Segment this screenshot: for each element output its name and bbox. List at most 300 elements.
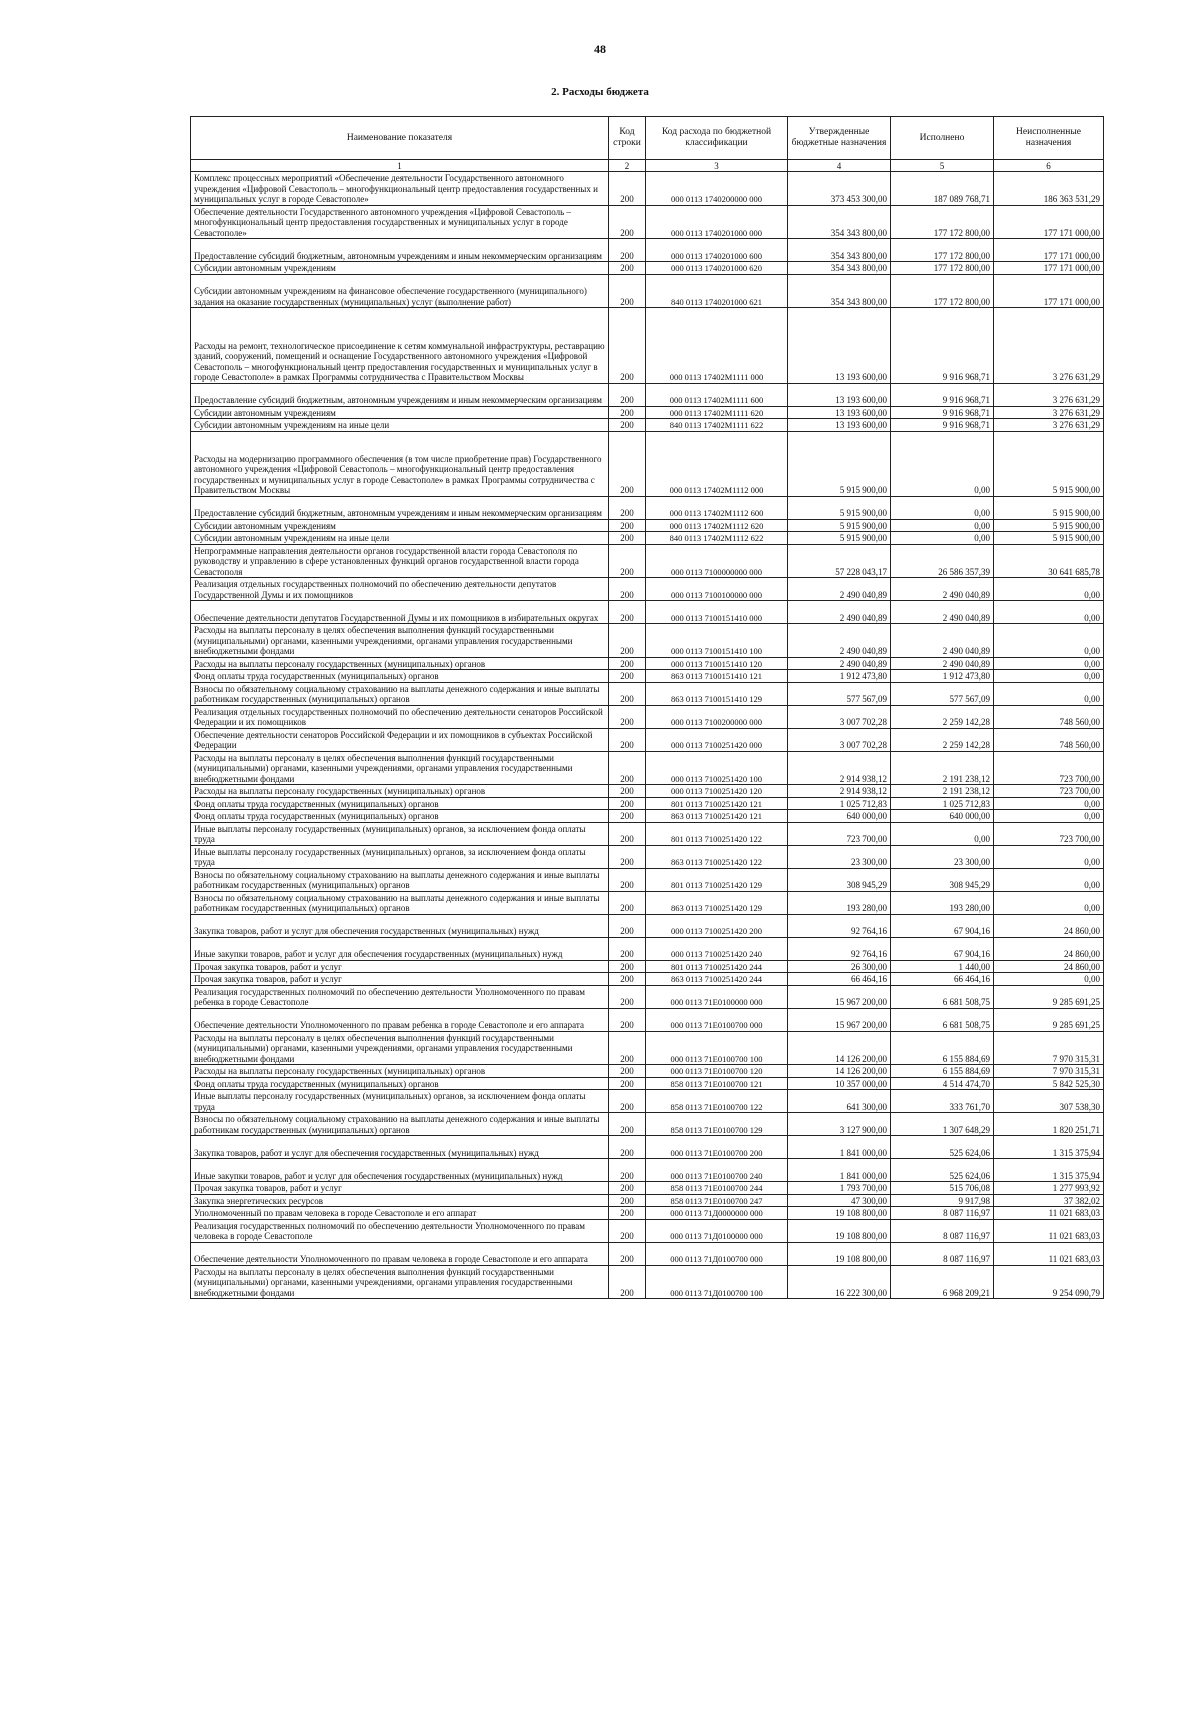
row-approved: 10 357 000,00 [788,1077,891,1090]
table-row [191,1090,1104,1113]
column-number: 3 [646,160,788,172]
row-expense-code: 000 0113 1740200000 000 [646,172,788,206]
row-line-code: 200 [609,751,646,785]
row-expense-code: 858 0113 71E0100700 129 [646,1113,788,1136]
row-expense-code: 863 0113 7100251420 122 [646,845,788,868]
row-approved: 15 967 200,00 [788,1008,891,1031]
row-approved: 193 280,00 [788,891,891,914]
table-row [191,601,1104,624]
row-executed: 2 259 142,28 [891,728,994,751]
row-line-code: 200 [609,624,646,658]
row-approved: 19 108 800,00 [788,1207,891,1220]
row-line-code: 200 [609,431,646,496]
table-row [191,532,1104,545]
row-expense-code: 000 0113 1740201000 620 [646,262,788,275]
row-executed: 177 172 800,00 [891,262,994,275]
row-line-code: 200 [609,1265,646,1299]
row-unexecuted: 307 538,30 [994,1090,1104,1113]
row-executed: 177 172 800,00 [891,205,994,239]
row-line-code: 200 [609,1090,646,1113]
row-executed: 0,00 [891,496,994,519]
row-expense-code: 863 0113 7100251420 244 [646,973,788,986]
table-row [191,751,1104,785]
row-expense-code: 000 0113 71Д0100000 000 [646,1219,788,1242]
row-unexecuted: 723 700,00 [994,751,1104,785]
row-approved: 1 793 700,00 [788,1182,891,1195]
row-unexecuted: 0,00 [994,670,1104,683]
row-unexecuted: 5 842 525,30 [994,1077,1104,1090]
row-name: Обеспечение деятельности депутатов Государственной Думы и их помощников в избирательных округах [191,601,609,624]
row-approved: 14 126 200,00 [788,1065,891,1078]
row-expense-code: 863 0113 7100151410 129 [646,682,788,705]
row-expense-code: 000 0113 7100100000 000 [646,578,788,601]
row-name: Реализация отдельных государственных полномочий по обеспечению деятельности сенаторов Российской Федерации и их помощников [191,705,609,728]
row-line-code: 200 [609,1207,646,1220]
table-row [191,822,1104,845]
row-expense-code: 000 0113 7100251420 200 [646,914,788,937]
row-approved: 2 490 040,89 [788,601,891,624]
table-row [191,1182,1104,1195]
row-executed: 2 259 142,28 [891,705,994,728]
row-expense-code: 000 0113 17402M1111 000 [646,308,788,384]
column-number-row [191,160,1104,172]
row-expense-code: 000 0113 17402M1111 620 [646,406,788,419]
table-row [191,1194,1104,1207]
table-row [191,810,1104,823]
row-line-code: 200 [609,519,646,532]
row-approved: 641 300,00 [788,1090,891,1113]
row-approved: 5 915 900,00 [788,431,891,496]
row-unexecuted: 723 700,00 [994,822,1104,845]
table-row [191,262,1104,275]
row-line-code: 200 [609,785,646,798]
row-executed: 66 464,16 [891,973,994,986]
row-approved: 354 343 800,00 [788,205,891,239]
row-name: Фонд оплаты труда государственных (муниципальных) органов [191,797,609,810]
table-row [191,274,1104,308]
row-approved: 13 193 600,00 [788,419,891,432]
row-unexecuted: 0,00 [994,657,1104,670]
row-unexecuted: 1 315 375,94 [994,1159,1104,1182]
table-row [191,1065,1104,1078]
table-row [191,172,1104,206]
row-approved: 13 193 600,00 [788,406,891,419]
row-name: Обеспечение деятельности Государственного автономного учреждения «Цифровой Севастополь – многофункциональный центр предоставления государственных и муниципальных услуг в городе Севастополе» [191,205,609,239]
row-expense-code: 858 0113 71E0100700 122 [646,1090,788,1113]
row-line-code: 200 [609,705,646,728]
row-line-code: 200 [609,868,646,891]
row-expense-code: 000 0113 17402M1112 600 [646,496,788,519]
table-row [191,845,1104,868]
row-approved: 3 007 702,28 [788,705,891,728]
row-line-code: 200 [609,891,646,914]
row-unexecuted: 177 171 000,00 [994,205,1104,239]
row-line-code: 200 [609,1031,646,1065]
row-unexecuted: 11 021 683,03 [994,1207,1104,1220]
row-unexecuted: 9 254 090,79 [994,1265,1104,1299]
row-line-code: 200 [609,1136,646,1159]
row-line-code: 200 [609,1242,646,1265]
row-unexecuted: 3 276 631,29 [994,383,1104,406]
row-executed: 6 155 884,69 [891,1065,994,1078]
row-approved: 354 343 800,00 [788,239,891,262]
row-name: Субсидии автономным учреждениям [191,519,609,532]
row-name: Предоставление субсидий бюджетным, автономным учреждениям и иным некоммерческим организациям [191,383,609,406]
row-name: Взносы по обязательному социальному страхованию на выплаты денежного содержания и иные выплаты работникам государственных (муниципальных) органов [191,891,609,914]
row-expense-code: 801 0113 7100251420 122 [646,822,788,845]
table-row [191,985,1104,1008]
row-expense-code: 000 0113 71Д0100700 000 [646,1242,788,1265]
row-executed: 577 567,09 [891,682,994,705]
row-line-code: 200 [609,682,646,705]
row-executed: 515 706,08 [891,1182,994,1195]
row-expense-code: 801 0113 7100251420 129 [646,868,788,891]
table-header-row [191,117,1104,160]
table-row [191,544,1104,578]
row-approved: 13 193 600,00 [788,383,891,406]
row-approved: 3 127 900,00 [788,1113,891,1136]
row-expense-code: 000 0113 7100251420 120 [646,785,788,798]
row-line-code: 200 [609,601,646,624]
row-expense-code: 000 0113 7100151410 120 [646,657,788,670]
table-row [191,1219,1104,1242]
row-line-code: 200 [609,728,646,751]
row-name: Обеспечение деятельности сенаторов Российской Федерации и их помощников в субъектах Российской Федерации [191,728,609,751]
row-executed: 67 904,16 [891,914,994,937]
row-expense-code: 000 0113 17402M1112 620 [646,519,788,532]
row-approved: 1 912 473,80 [788,670,891,683]
row-expense-code: 000 0113 7100251420 240 [646,937,788,960]
row-name: Субсидии автономным учреждениям на иные цели [191,532,609,545]
row-name: Закупка энергетических ресурсов [191,1194,609,1207]
row-approved: 3 007 702,28 [788,728,891,751]
row-expense-code: 000 0113 7100251420 000 [646,728,788,751]
table-row [191,670,1104,683]
row-approved: 2 914 938,12 [788,785,891,798]
row-expense-code: 863 0113 7100251420 129 [646,891,788,914]
row-executed: 193 280,00 [891,891,994,914]
row-approved: 5 915 900,00 [788,519,891,532]
row-approved: 640 000,00 [788,810,891,823]
row-executed: 2 490 040,89 [891,601,994,624]
row-approved: 373 453 300,00 [788,172,891,206]
row-name: Взносы по обязательному социальному страхованию на выплаты денежного содержания и иные выплаты работникам государственных (муниципальных) органов [191,868,609,891]
column-number: 1 [191,160,609,172]
row-executed: 0,00 [891,431,994,496]
row-unexecuted: 0,00 [994,624,1104,658]
row-executed: 0,00 [891,519,994,532]
table-row [191,728,1104,751]
row-approved: 14 126 200,00 [788,1031,891,1065]
row-expense-code: 000 0113 7100200000 000 [646,705,788,728]
row-expense-code: 840 0113 17402M1112 622 [646,532,788,545]
table-row [191,1159,1104,1182]
row-executed: 1 307 648,29 [891,1113,994,1136]
row-line-code: 200 [609,670,646,683]
table-row [191,1031,1104,1065]
row-expense-code: 840 0113 1740201000 621 [646,274,788,308]
row-executed: 2 490 040,89 [891,657,994,670]
row-approved: 47 300,00 [788,1194,891,1207]
row-executed: 640 000,00 [891,810,994,823]
row-approved: 15 967 200,00 [788,985,891,1008]
table-row [191,785,1104,798]
row-approved: 354 343 800,00 [788,262,891,275]
row-line-code: 200 [609,205,646,239]
row-unexecuted: 3 276 631,29 [994,419,1104,432]
row-unexecuted: 37 382,02 [994,1194,1104,1207]
row-executed: 1 912 473,80 [891,670,994,683]
row-name: Субсидии автономным учреждениям на финансовое обеспечение государственного (муниципального) задания на оказание государственных (муниципальных) услуг (выполнение работ) [191,274,609,308]
row-approved: 1 841 000,00 [788,1159,891,1182]
row-line-code: 200 [609,960,646,973]
row-name: Прочая закупка товаров, работ и услуг [191,1182,609,1195]
row-approved: 723 700,00 [788,822,891,845]
row-approved: 354 343 800,00 [788,274,891,308]
row-executed: 308 945,29 [891,868,994,891]
row-name: Реализация государственных полномочий по обеспечению деятельности Уполномоченного по правам человека в городе Севастополе [191,1219,609,1242]
row-name: Обеспечение деятельности Уполномоченного по правам человека в городе Севастополе и его аппарата [191,1242,609,1265]
row-name: Прочая закупка товаров, работ и услуг [191,960,609,973]
row-line-code: 200 [609,308,646,384]
row-executed: 177 172 800,00 [891,239,994,262]
row-unexecuted: 748 560,00 [994,705,1104,728]
row-expense-code: 000 0113 71E0100700 000 [646,1008,788,1031]
row-unexecuted: 177 171 000,00 [994,239,1104,262]
row-name: Субсидии автономным учреждениям [191,406,609,419]
row-executed: 9 917,98 [891,1194,994,1207]
row-name: Иные закупки товаров, работ и услуг для обеспечения государственных (муниципальных) нужд [191,937,609,960]
row-executed: 26 586 357,39 [891,544,994,578]
row-name: Предоставление субсидий бюджетным, автономным учреждениям и иным некоммерческим организациям [191,496,609,519]
column-number: 4 [788,160,891,172]
row-unexecuted: 5 915 900,00 [994,431,1104,496]
row-executed: 9 916 968,71 [891,308,994,384]
table-row [191,496,1104,519]
row-expense-code: 840 0113 17402M1111 622 [646,419,788,432]
row-executed: 187 089 768,71 [891,172,994,206]
table-row [191,682,1104,705]
row-executed: 2 490 040,89 [891,578,994,601]
row-approved: 23 300,00 [788,845,891,868]
row-line-code: 200 [609,172,646,206]
table-row [191,239,1104,262]
row-expense-code: 000 0113 71E0100000 000 [646,985,788,1008]
row-executed: 333 761,70 [891,1090,994,1113]
row-line-code: 200 [609,1219,646,1242]
row-unexecuted: 0,00 [994,973,1104,986]
row-name: Субсидии автономным учреждениям на иные цели [191,419,609,432]
row-approved: 19 108 800,00 [788,1242,891,1265]
row-line-code: 200 [609,274,646,308]
row-expense-code: 858 0113 71E0100700 121 [646,1077,788,1090]
row-line-code: 200 [609,657,646,670]
row-line-code: 200 [609,496,646,519]
table-row [191,308,1104,384]
header-expense-code: Код расхода по бюджетной классификации [646,117,788,160]
row-line-code: 200 [609,406,646,419]
row-approved: 19 108 800,00 [788,1219,891,1242]
row-expense-code: 000 0113 7100151410 000 [646,601,788,624]
table-row [191,973,1104,986]
row-unexecuted: 0,00 [994,578,1104,601]
row-unexecuted: 5 915 900,00 [994,519,1104,532]
row-name: Субсидии автономным учреждениям [191,262,609,275]
row-unexecuted: 24 860,00 [994,914,1104,937]
row-unexecuted: 1 277 993,92 [994,1182,1104,1195]
row-line-code: 200 [609,914,646,937]
row-name: Иные закупки товаров, работ и услуг для обеспечения государственных (муниципальных) нужд [191,1159,609,1182]
row-expense-code: 000 0113 71E0100700 240 [646,1159,788,1182]
row-line-code: 200 [609,1077,646,1090]
row-line-code: 200 [609,532,646,545]
row-executed: 1 440,00 [891,960,994,973]
row-expense-code: 000 0113 7100000000 000 [646,544,788,578]
row-name: Расходы на ремонт, технологическое присоединение к сетям коммунальной инфраструктуры, реставрацию зданий, сооружений, помещений и оснащение Государственного автономного учреждения «Цифровой Севастополь – многофункциональный центр предоставления государственных и муниципальных услуг в городе Севастополе» в рамках Программы сотрудничества с Правительством Москвы [191,308,609,384]
row-unexecuted: 5 915 900,00 [994,532,1104,545]
row-unexecuted: 3 276 631,29 [994,308,1104,384]
row-name: Расходы на выплаты персоналу в целях обеспечения выполнения функций государственными (муниципальными) органами, казенными учреждениями, органами управления государственными внебюджетными фондами [191,751,609,785]
row-executed: 8 087 116,97 [891,1219,994,1242]
row-line-code: 200 [609,1194,646,1207]
row-approved: 2 914 938,12 [788,751,891,785]
row-line-code: 200 [609,845,646,868]
column-number: 2 [609,160,646,172]
row-unexecuted: 7 970 315,31 [994,1031,1104,1065]
row-line-code: 200 [609,1182,646,1195]
section-title: 2. Расходы бюджета [551,86,649,98]
row-expense-code: 000 0113 71E0100700 120 [646,1065,788,1078]
row-unexecuted: 723 700,00 [994,785,1104,798]
row-executed: 0,00 [891,532,994,545]
table-row [191,578,1104,601]
row-name: Расходы на выплаты персоналу в целях обеспечения выполнения функций государственными (муниципальными) органами, казенными учреждениями, органами управления государственными внебюджетными фондами [191,1031,609,1065]
table-row [191,624,1104,658]
row-executed: 9 916 968,71 [891,383,994,406]
row-expense-code: 000 0113 7100151410 100 [646,624,788,658]
row-name: Иные выплаты персоналу государственных (муниципальных) органов, за исключением фонда оплаты труда [191,822,609,845]
row-approved: 2 490 040,89 [788,657,891,670]
row-unexecuted: 5 915 900,00 [994,496,1104,519]
row-line-code: 200 [609,810,646,823]
row-line-code: 200 [609,383,646,406]
row-name: Прочая закупка товаров, работ и услуг [191,973,609,986]
header-line-code: Код строки [609,117,646,160]
row-name: Комплекс процессных мероприятий «Обеспечение деятельности Государственного автономного учреждения «Цифровой Севастополь – многофункциональный центр предоставления государственных и муниципальных услуг в городе Севастополе» [191,172,609,206]
row-unexecuted: 177 171 000,00 [994,262,1104,275]
row-approved: 57 228 043,17 [788,544,891,578]
row-executed: 6 681 508,75 [891,985,994,1008]
table-row [191,431,1104,496]
row-unexecuted: 186 363 531,29 [994,172,1104,206]
row-name: Предоставление субсидий бюджетным, автономным учреждениям и иным некоммерческим организациям [191,239,609,262]
table-row [191,1242,1104,1265]
row-unexecuted: 1 820 251,71 [994,1113,1104,1136]
row-name: Расходы на выплаты персоналу в целях обеспечения выполнения функций государственными (муниципальными) органами, казенными учреждениями, органами управления государственными внебюджетными фондами [191,624,609,658]
row-approved: 5 915 900,00 [788,532,891,545]
row-approved: 92 764,16 [788,914,891,937]
table-row [191,383,1104,406]
row-expense-code: 858 0113 71E0100700 247 [646,1194,788,1207]
header-unexecuted: Неисполненные назначения [994,117,1104,160]
row-name: Непрограммные направления деятельности органов государственной власти города Севастополя по руководству и управлению в сфере установленных функций органов государственной власти города Севастополя [191,544,609,578]
row-executed: 8 087 116,97 [891,1207,994,1220]
table-row [191,657,1104,670]
row-unexecuted: 9 285 691,25 [994,985,1104,1008]
table-row [191,419,1104,432]
row-unexecuted: 9 285 691,25 [994,1008,1104,1031]
row-line-code: 200 [609,937,646,960]
row-approved: 2 490 040,89 [788,624,891,658]
row-line-code: 200 [609,1113,646,1136]
row-expense-code: 863 0113 7100151410 121 [646,670,788,683]
row-name: Расходы на выплаты персоналу государственных (муниципальных) органов [191,657,609,670]
row-executed: 1 025 712,83 [891,797,994,810]
row-unexecuted: 177 171 000,00 [994,274,1104,308]
row-unexecuted: 30 641 685,78 [994,544,1104,578]
row-unexecuted: 0,00 [994,810,1104,823]
row-name: Взносы по обязательному социальному страхованию на выплаты денежного содержания и иные выплаты работникам государственных (муниципальных) органов [191,682,609,705]
row-name: Расходы на выплаты персоналу государственных (муниципальных) органов [191,785,609,798]
row-name: Иные выплаты персоналу государственных (муниципальных) органов, за исключением фонда оплаты труда [191,1090,609,1113]
row-line-code: 200 [609,262,646,275]
row-name: Фонд оплаты труда государственных (муниципальных) органов [191,670,609,683]
table-row [191,1136,1104,1159]
row-expense-code: 000 0113 71Д0100700 100 [646,1265,788,1299]
table-row [191,891,1104,914]
row-executed: 9 916 968,71 [891,419,994,432]
header-executed: Исполнено [891,117,994,160]
row-approved: 66 464,16 [788,973,891,986]
row-executed: 2 191 238,12 [891,785,994,798]
table-row [191,705,1104,728]
row-unexecuted: 0,00 [994,601,1104,624]
row-expense-code: 000 0113 71Д0000000 000 [646,1207,788,1220]
row-unexecuted: 748 560,00 [994,728,1104,751]
table-row [191,1265,1104,1299]
table-row [191,1207,1104,1220]
table-row [191,205,1104,239]
row-expense-code: 000 0113 17402M1111 600 [646,383,788,406]
row-expense-code: 000 0113 7100251420 100 [646,751,788,785]
row-name: Расходы на модернизацию программного обеспечения (в том числе приобретение прав) Государственного автономного учреждения «Цифровой Севастополь – многофункциональный центр предоставления государственных и муниципальных услуг в городе Севастополе» в рамках Программы сотрудничества с Правительством Москвы [191,431,609,496]
row-unexecuted: 0,00 [994,845,1104,868]
row-executed: 2 191 238,12 [891,751,994,785]
row-executed: 177 172 800,00 [891,274,994,308]
row-unexecuted: 0,00 [994,868,1104,891]
row-expense-code: 000 0113 1740201000 600 [646,239,788,262]
row-line-code: 200 [609,822,646,845]
row-expense-code: 000 0113 1740201000 000 [646,205,788,239]
row-name: Фонд оплаты труда государственных (муниципальных) органов [191,1077,609,1090]
row-name: Фонд оплаты труда государственных (муниципальных) органов [191,810,609,823]
row-unexecuted: 24 860,00 [994,960,1104,973]
row-line-code: 200 [609,419,646,432]
row-executed: 8 087 116,97 [891,1242,994,1265]
row-approved: 16 222 300,00 [788,1265,891,1299]
row-line-code: 200 [609,544,646,578]
table-row [191,1077,1104,1090]
row-executed: 6 968 209,21 [891,1265,994,1299]
row-name: Реализация отдельных государственных полномочий по обеспечению деятельности депутатов Государственной Думы и их помощников [191,578,609,601]
header-approved: Утвержденные бюджетные назначения [788,117,891,160]
row-approved: 26 300,00 [788,960,891,973]
table-row [191,937,1104,960]
row-approved: 1 025 712,83 [788,797,891,810]
row-unexecuted: 0,00 [994,682,1104,705]
table-row [191,406,1104,419]
row-unexecuted: 7 970 315,31 [994,1065,1104,1078]
